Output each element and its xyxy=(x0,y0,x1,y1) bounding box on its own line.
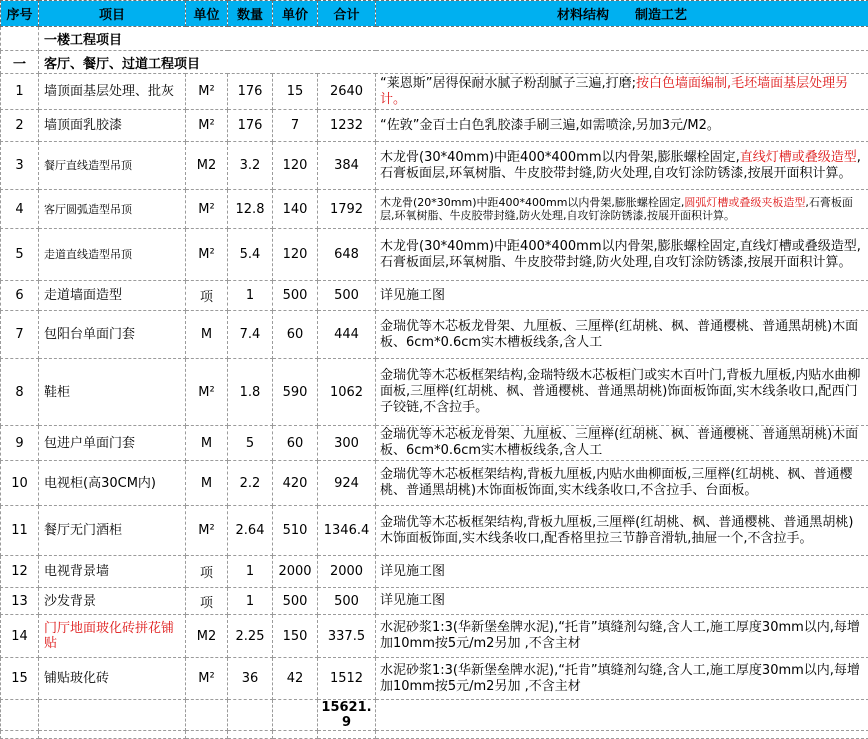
col-header-material-process: 材料结构 制造工艺 xyxy=(376,1,868,27)
cell-qty xyxy=(228,700,273,731)
cell-project: 墙顶面乳胶漆 xyxy=(39,110,186,142)
cell-qty: 1 xyxy=(228,556,273,588)
desc-text: 木龙骨(30*40mm)中距400*400mm以内骨架,膨胀螺栓固定, xyxy=(380,150,740,165)
table-row xyxy=(1,142,868,190)
cell-no: 7 xyxy=(1,311,39,359)
desc-text: 详见施工图 xyxy=(380,593,445,608)
cell-desc xyxy=(376,74,868,110)
cell-qty: 176 xyxy=(228,110,273,142)
cell-price: 15 xyxy=(273,74,318,110)
cell-project: 走道直线造型吊顶 xyxy=(39,229,186,281)
cell-total: 1792 xyxy=(318,190,376,229)
total-row xyxy=(1,700,868,731)
desc-text: 水泥砂浆1:3(华新堡垒牌水泥),“托肯”填缝剂勾缝,含人工,施工厚度30mm以内,每增加10mm按5元/m2另加 ,不含主材 xyxy=(380,663,860,694)
cell-qty: 5 xyxy=(228,426,273,461)
cell-no xyxy=(1,27,39,51)
cell-unit xyxy=(186,731,228,739)
cell-no: 1 xyxy=(1,74,39,110)
cell-qty: 1 xyxy=(228,588,273,615)
cell-unit: M xyxy=(186,426,228,461)
cell-total: 384 xyxy=(318,142,376,190)
cell-no: 2 xyxy=(1,110,39,142)
desc-text: 木龙骨(30*40mm)中距400*400mm以内骨架,膨胀螺栓固定,直线灯槽或叠级造型,石膏板面层,环氧树脂、牛皮胶带封缝,防火处理,自攻钉涂防锈漆,按展开面积计算。 xyxy=(380,239,861,270)
cell-total: 1062 xyxy=(318,359,376,426)
cell-unit: M² xyxy=(186,110,228,142)
cell-project: 铺贴玻化砖 xyxy=(39,658,186,700)
cell-grand-total: 15621.9 xyxy=(318,700,376,731)
cell-price: 590 xyxy=(273,359,318,426)
cell-no: 6 xyxy=(1,281,39,311)
cell-project: 包阳台单面门套 xyxy=(39,311,186,359)
cell-no: 3 xyxy=(1,142,39,190)
desc-text: 详见施工图 xyxy=(380,288,445,303)
desc-highlight-text: 直线灯槽或叠级造型 xyxy=(740,150,857,165)
table-row xyxy=(1,658,868,700)
cell-no xyxy=(1,700,39,731)
cell-desc xyxy=(376,311,868,359)
cell-no: 11 xyxy=(1,506,39,556)
col-header-total: 合计 xyxy=(318,1,376,27)
cell-qty: 1.8 xyxy=(228,359,273,426)
cell-desc xyxy=(376,658,868,700)
cell-no: 10 xyxy=(1,461,39,506)
table-row xyxy=(1,615,868,658)
cell-qty: 3.2 xyxy=(228,142,273,190)
cell-desc xyxy=(376,190,868,229)
cell-price: 42 xyxy=(273,658,318,700)
cell-unit: M xyxy=(186,461,228,506)
cell-price xyxy=(273,731,318,739)
cell-qty: 1 xyxy=(228,281,273,311)
cell-qty: 36 xyxy=(228,658,273,700)
cell-project: 餐厅无门酒柜 xyxy=(39,506,186,556)
cell-total: 300 xyxy=(318,426,376,461)
cell-unit: M² xyxy=(186,229,228,281)
desc-text: 木龙骨(20*30mm)中距400*400mm以内骨架,膨胀螺栓固定, xyxy=(380,196,684,209)
cell-unit: 项 xyxy=(186,588,228,615)
cell-group-title: 一楼工程项目 xyxy=(39,27,868,51)
cell-total: 444 xyxy=(318,311,376,359)
cell-price: 60 xyxy=(273,426,318,461)
cell-qty: 7.4 xyxy=(228,311,273,359)
table-row xyxy=(1,461,868,506)
cell-unit xyxy=(186,700,228,731)
cell-unit: M² xyxy=(186,658,228,700)
cell-project xyxy=(39,700,186,731)
cell-total: 2000 xyxy=(318,556,376,588)
table-row xyxy=(1,426,868,461)
cell-project xyxy=(39,731,186,739)
cell-desc xyxy=(376,615,868,658)
cell-price: 510 xyxy=(273,506,318,556)
cell-total: 500 xyxy=(318,281,376,311)
cell-qty xyxy=(228,731,273,739)
table-row xyxy=(1,110,868,142)
cell-price: 150 xyxy=(273,615,318,658)
desc-highlight-text: 圆弧灯槽或叠级夹板造型 xyxy=(684,196,805,209)
cell-qty: 176 xyxy=(228,74,273,110)
desc-text: 金瑞优等木芯板框架结构,金瑞特级木芯板柜门或实木百叶门,背板九厘板,内贴水曲柳面板,三厘榉(红胡桃、枫、普通樱桃、普通黑胡桃)饰面板饰面,实木线条收口,配西门子铰链,不含拉手。 xyxy=(380,368,860,415)
cell-desc xyxy=(376,359,868,426)
cell-qty: 12.8 xyxy=(228,190,273,229)
cell-no: 一 xyxy=(1,51,39,74)
cell-unit: M² xyxy=(186,74,228,110)
cell-desc xyxy=(376,110,868,142)
cell-project: 走道墙面造型 xyxy=(39,281,186,311)
desc-text: “佐敦”金百士白色乳胶漆手刷三遍,如需喷涂,另加3元/M2。 xyxy=(380,118,720,133)
header-row xyxy=(1,1,868,27)
cell-price: 2000 xyxy=(273,556,318,588)
desc-text: 金瑞优等木芯板框架结构,背板九厘板,三厘榉(红胡桃、枫、普通樱桃、普通黑胡桃)木饰面板饰面,实木线条收口,配香格里拉三节静音滑轨,抽屉一个,不含拉手。 xyxy=(380,515,853,546)
cell-no: 9 xyxy=(1,426,39,461)
desc-text: “莱恩斯”居得保耐水腻子粉刮腻子三遍,打磨; xyxy=(380,76,636,91)
cell-no: 14 xyxy=(1,615,39,658)
cell-desc xyxy=(376,506,868,556)
table-row xyxy=(1,281,868,311)
col-header-unit: 单位 xyxy=(186,1,228,27)
cell-no: 13 xyxy=(1,588,39,615)
cell-desc xyxy=(376,731,868,739)
group-row xyxy=(1,51,868,74)
cell-no: 4 xyxy=(1,190,39,229)
cell-price: 420 xyxy=(273,461,318,506)
cell-qty: 2.25 xyxy=(228,615,273,658)
col-header-project: 项目 xyxy=(39,1,186,27)
cell-price: 500 xyxy=(273,588,318,615)
table-row xyxy=(1,506,868,556)
cell-desc xyxy=(376,229,868,281)
cell-qty: 2.64 xyxy=(228,506,273,556)
col-header-price: 单价 xyxy=(273,1,318,27)
cell-unit: M² xyxy=(186,359,228,426)
cell-unit: 项 xyxy=(186,281,228,311)
desc-text: 金瑞优等木芯板框架结构,背板九厘板,内贴水曲柳面板,三厘榉(红胡桃、枫、普通樱桃、普通黑胡桃)木饰面板饰面,实木线条收口,不含拉手、台面板。 xyxy=(380,467,852,498)
cell-desc xyxy=(376,556,868,588)
cell-project: 鞋柜 xyxy=(39,359,186,426)
cell-project: 包进户单面门套 xyxy=(39,426,186,461)
cell-no: 8 xyxy=(1,359,39,426)
cell-no: 15 xyxy=(1,658,39,700)
desc-text: ,石膏板面层,环氧树脂、牛皮胶带封缝,防火处理,自攻钉涂防锈漆,按展开面积计算。 xyxy=(380,150,861,181)
desc-text: 详见施工图 xyxy=(380,564,445,579)
cell-project: 电视柜(高30CM内) xyxy=(39,461,186,506)
cell-group-title: 客厅、餐厅、过道工程项目 xyxy=(39,51,868,74)
cell-total: 500 xyxy=(318,588,376,615)
cell-desc xyxy=(376,588,868,615)
desc-highlight-text: 按白色墙面编制,毛坯墙面基层处理另计。 xyxy=(380,76,848,107)
cell-price: 140 xyxy=(273,190,318,229)
cell-total: 1346.4 xyxy=(318,506,376,556)
table-row xyxy=(1,359,868,426)
cell-price: 60 xyxy=(273,311,318,359)
cell-total: 1232 xyxy=(318,110,376,142)
table-row xyxy=(1,588,868,615)
desc-text: 金瑞优等木芯板龙骨架、九厘板、三厘榉(红胡桃、枫、普通樱桃、普通黑胡桃)木面板、6cm*0.6cm实木槽板线条,含人工 xyxy=(380,427,858,458)
cell-project: 门厅地面玻化砖拼花铺贴 xyxy=(39,615,186,658)
cell-total xyxy=(318,731,376,739)
group-row xyxy=(1,27,868,51)
spacer-row xyxy=(1,731,868,739)
cell-project: 墙顶面基层处理、批灰 xyxy=(39,74,186,110)
cell-total: 1512 xyxy=(318,658,376,700)
table-row xyxy=(1,229,868,281)
cell-no: 5 xyxy=(1,229,39,281)
cell-project: 客厅圆弧造型吊顶 xyxy=(39,190,186,229)
desc-text: 水泥砂浆1:3(华新堡垒牌水泥),“托肯”填缝剂勾缝,含人工,施工厚度30mm以内,每增加10mm按5元/m2另加 ,不含主材 xyxy=(380,620,860,651)
cell-qty: 5.4 xyxy=(228,229,273,281)
cell-qty: 2.2 xyxy=(228,461,273,506)
cell-total: 2640 xyxy=(318,74,376,110)
cell-project: 电视背景墙 xyxy=(39,556,186,588)
cell-no xyxy=(1,731,39,739)
cell-desc xyxy=(376,426,868,461)
col-header-no: 序号 xyxy=(1,1,39,27)
table-row xyxy=(1,311,868,359)
cell-price: 7 xyxy=(273,110,318,142)
cell-unit: M² xyxy=(186,506,228,556)
cell-desc xyxy=(376,281,868,311)
table-row xyxy=(1,74,868,110)
cell-unit: M2 xyxy=(186,142,228,190)
desc-text: 金瑞优等木芯板龙骨架、九厘板、三厘榉(红胡桃、枫、普通樱桃、普通黑胡桃)木面板、6cm*0.6cm实木槽板线条,含人工 xyxy=(380,319,858,350)
cell-unit: 项 xyxy=(186,556,228,588)
cell-desc xyxy=(376,461,868,506)
cell-project: 餐厅直线造型吊顶 xyxy=(39,142,186,190)
cell-unit: M xyxy=(186,311,228,359)
desc-text: ,石膏板面层,环氧树脂、牛皮胶带封缝,防火处理,自攻钉涂防锈漆,按展开面积计算。 xyxy=(380,196,853,222)
cell-price: 120 xyxy=(273,142,318,190)
cell-unit: M2 xyxy=(186,615,228,658)
cell-price: 500 xyxy=(273,281,318,311)
cell-total: 924 xyxy=(318,461,376,506)
cell-desc xyxy=(376,142,868,190)
cell-no: 12 xyxy=(1,556,39,588)
cell-total: 648 xyxy=(318,229,376,281)
cell-desc xyxy=(376,700,868,731)
cell-total: 337.5 xyxy=(318,615,376,658)
table-row xyxy=(1,190,868,229)
table-row xyxy=(1,556,868,588)
quote-table-body xyxy=(1,27,868,739)
col-header-qty: 数量 xyxy=(228,1,273,27)
cell-project: 沙发背景 xyxy=(39,588,186,615)
cell-price: 120 xyxy=(273,229,318,281)
cell-price xyxy=(273,700,318,731)
cell-unit: M² xyxy=(186,190,228,229)
